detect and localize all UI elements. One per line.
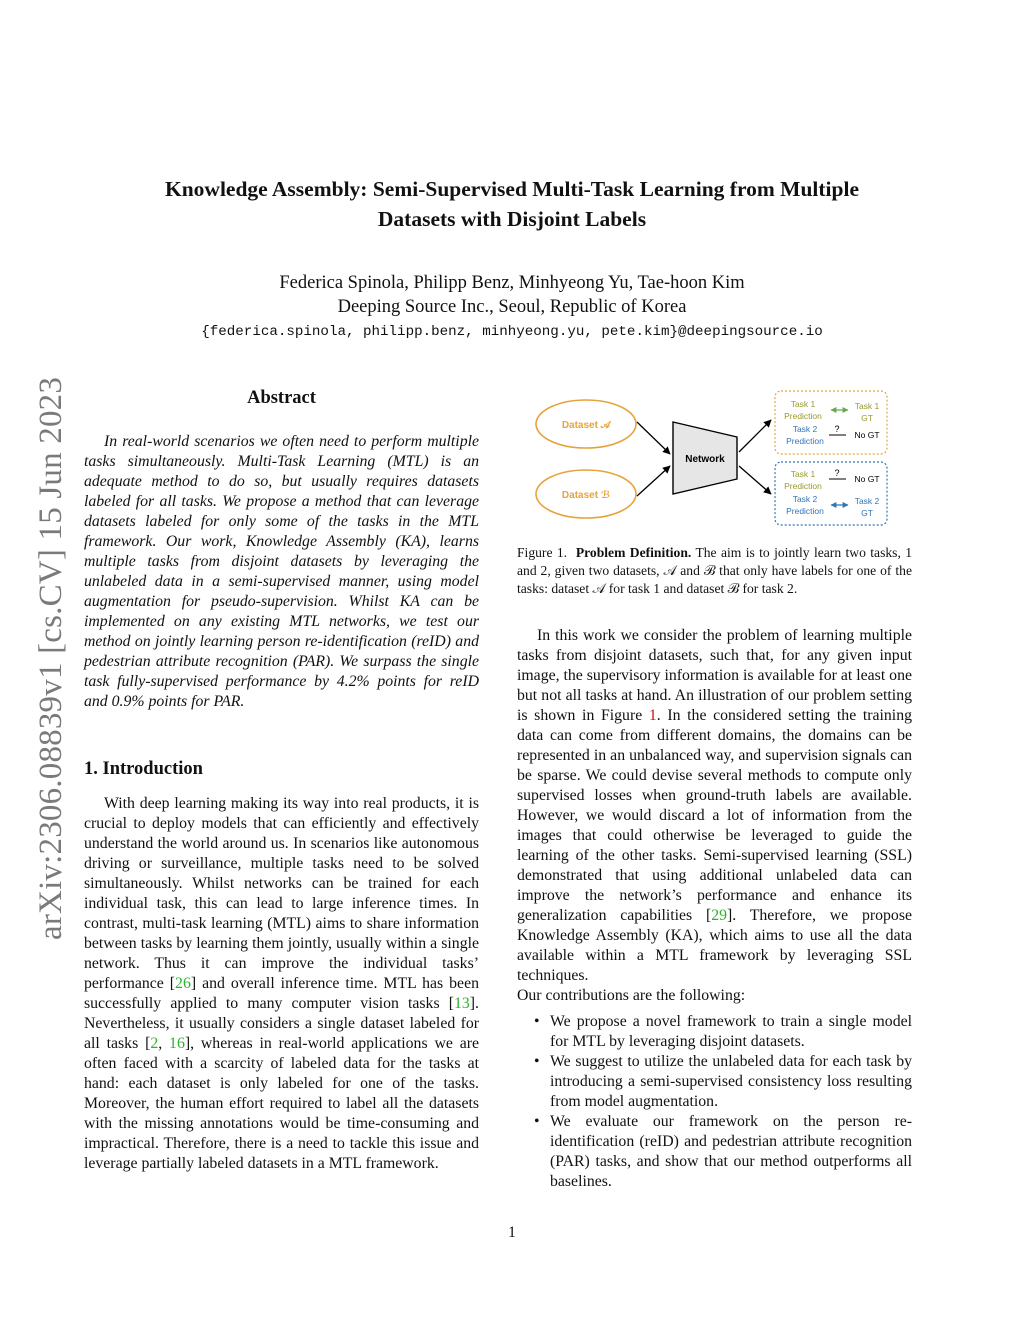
arrow-b-to-network [637, 466, 670, 496]
caption-label: Figure 1. [517, 545, 568, 560]
bottom-gt-task2-sub: GT [861, 508, 873, 518]
introduction-body [84, 794, 479, 1174]
bottom-gt-task2: Task 2 [854, 496, 880, 506]
abstract-body [84, 432, 479, 712]
citation-26[interactable]: 26 [175, 975, 191, 992]
right-text-3: ]. Therefore, we propose Knowledge Assembly (KA), which aims to use all the data available within a MTL framework by leveraging SSL techniques. [517, 907, 912, 984]
right-column-body [517, 626, 912, 1192]
list-item [517, 1012, 912, 1052]
right-paragraph [517, 626, 912, 986]
top-gt-task1-sub: GT [861, 413, 873, 423]
citation-16[interactable]: 16 [169, 1035, 185, 1052]
top-task1: Task 1 [790, 399, 816, 409]
bullet-icon: • [534, 1113, 540, 1130]
arrow-network-to-top [739, 420, 771, 452]
top-gt-task1: Task 1 [854, 401, 880, 411]
right-text-1: In this work we consider the problem of learning multiple tasks from disjoint datasets, such that, for any given input image, the supervisory information is available for at least one but not all tasks at hand. An illustration of our problem setting is shown in Figure [517, 627, 912, 724]
citation-13[interactable]: 13 [453, 995, 470, 1012]
dataset-b-label: Dataset ℬ [561, 490, 611, 501]
bottom-task1-prediction: Prediction [784, 481, 822, 491]
arrow-a-to-network [637, 422, 670, 454]
bullet-icon: • [534, 1053, 540, 1070]
intro-text-4: ], whereas in real-world applications we are often faced with a scarcity of labeled data for the tasks at hand: each dataset is only labeled for one of the tasks. Moreover, the human effort required to label all the datasets with the missing annotations would be time-consuming and impractical. Therefore, there is a need to tackle this issue and leverage partially labeled datasets in a MTL framework. [84, 1035, 479, 1172]
intro-text-2: ] and overall inference time. MTL has been successfully applied to many computer vision tasks [ [84, 975, 479, 1012]
top-task2-prediction: Prediction [786, 436, 824, 446]
contributions-list [517, 1012, 912, 1192]
introduction-paragraph [84, 794, 479, 1174]
bottom-question-mark: ? [834, 468, 840, 478]
figure-reference-1[interactable]: 1 [648, 707, 657, 724]
bottom-task1: Task 1 [790, 469, 816, 479]
author-emails: {federica.spinola, philipp.benz, minhyeong.yu, pete.kim}@deepingsource.io [201, 324, 823, 340]
abstract-heading: Abstract [247, 388, 316, 408]
contributions-intro: Our contributions are the following: [517, 987, 746, 1004]
intro-text-1: With deep learning making its way into real products, it is crucial to deploy models that can efficiently and effectively understand the world around us. In scenarios like autonomous driving or surveillance, multiple tasks need to be solved simultaneously. Whilst networks can be trained for each individual task, this can lead to large inference times. In contrast, multi-task learning (MTL) aims to share information between tasks by learning them jointly, usually within a single network. Thus it can improve the individual tasks’ performance [ [84, 795, 479, 992]
arxiv-stamp: arXiv:2306.08839v1 [cs.CV] 15 Jun 2023 [33, 376, 69, 940]
page-number: 1 [508, 1224, 516, 1241]
top-task2: Task 2 [792, 424, 818, 434]
title-line-1: Knowledge Assembly: Semi-Supervised Multi-Task Learning from Multiple [164, 177, 859, 201]
bottom-task2-prediction: Prediction [786, 506, 824, 516]
citation-separator: , [158, 1035, 170, 1052]
bottom-no-gt: No GT [854, 474, 880, 484]
top-question-mark: ? [834, 424, 840, 434]
title-line-2: Datasets with Disjoint Labels [377, 207, 647, 231]
authors: Federica Spinola, Philipp Benz, Minhyeong Yu, Tae-hoon Kim [279, 273, 745, 293]
paper-title [0, 174, 1024, 234]
contribution-text: We evaluate our framework on the person re-identification (reID) and pedestrian attribute recognition (PAR) tasks, and show that our method outperforms all baselines. [550, 1113, 912, 1190]
citation-2[interactable]: 2 [150, 1035, 159, 1052]
affiliation: Deeping Source Inc., Seoul, Republic of Korea [337, 297, 687, 317]
dataset-a-label: Dataset 𝒜 [561, 420, 611, 431]
abstract-text: In real-world scenarios we often need to perform multiple tasks simultaneously. Multi-Task Learning (MTL) is an adequate method to do so, but usually requires datasets labeled for all tasks. We propose a method that can leverage datasets labeled for only some of the tasks in the MTL framework. Our work, Knowledge Assembly (KA), learns multiple tasks from disjoint datasets by leveraging the unlabeled data in a semi-supervised manner, using model augmentation for pseudo-supervision. Whilst KA can be implemented on any existing MTL networks, we test our method on jointly learning person re-identification (reID) and pedestrian attribute recognition (PAR). We surpass the single task fully-supervised performance by 4.2% points for reID and 0.9% points for PAR. [84, 433, 479, 710]
contribution-text: We suggest to utilize the unlabeled data for each task by introducing a semi-supervised consistency loss resulting from model augmentation. [550, 1053, 912, 1110]
intro-text-3: ]. Nevertheless, it usually considers a single dataset labeled for all tasks [ [84, 995, 479, 1052]
right-text-2: . In the considered setting the training data can come from different domains, the domains can be represented in an unbalanced way, and supervision signals can be sparse. We could devise several methods to compute only supervised losses when ground-truth labels are available. However, we would discard a lot of information from the images that could otherwise be leveraged to guide the learning of the other tasks. Semi-supervised learning (SSL) demonstrated that using additional unlabeled data can improve the network’s performance and enhance its generalization capabilities [ [517, 707, 912, 924]
contribution-text: We propose a novel framework to train a single model for MTL by leveraging disjoint datasets. [550, 1013, 912, 1050]
citation-29[interactable]: 29 [711, 907, 728, 924]
caption-text: The aim is to jointly learn two tasks, 1 and 2, given two datasets, 𝒜 and ℬ that only have labels for one of the tasks: dataset 𝒜 for task 1 and dataset ℬ for task 2. [517, 545, 913, 596]
figure-caption [517, 544, 912, 598]
caption-title: Problem Definition. [575, 545, 692, 560]
top-no-gt: No GT [854, 430, 880, 440]
bullet-icon: • [534, 1013, 540, 1030]
arrow-network-to-bottom [739, 466, 771, 494]
bottom-task2: Task 2 [792, 494, 818, 504]
list-item [517, 1052, 912, 1112]
network-label: Network [685, 454, 725, 465]
top-task1-prediction: Prediction [784, 411, 822, 421]
figure-problem-definition [523, 382, 903, 534]
introduction-heading: 1. Introduction [84, 759, 203, 779]
list-item [517, 1112, 912, 1192]
